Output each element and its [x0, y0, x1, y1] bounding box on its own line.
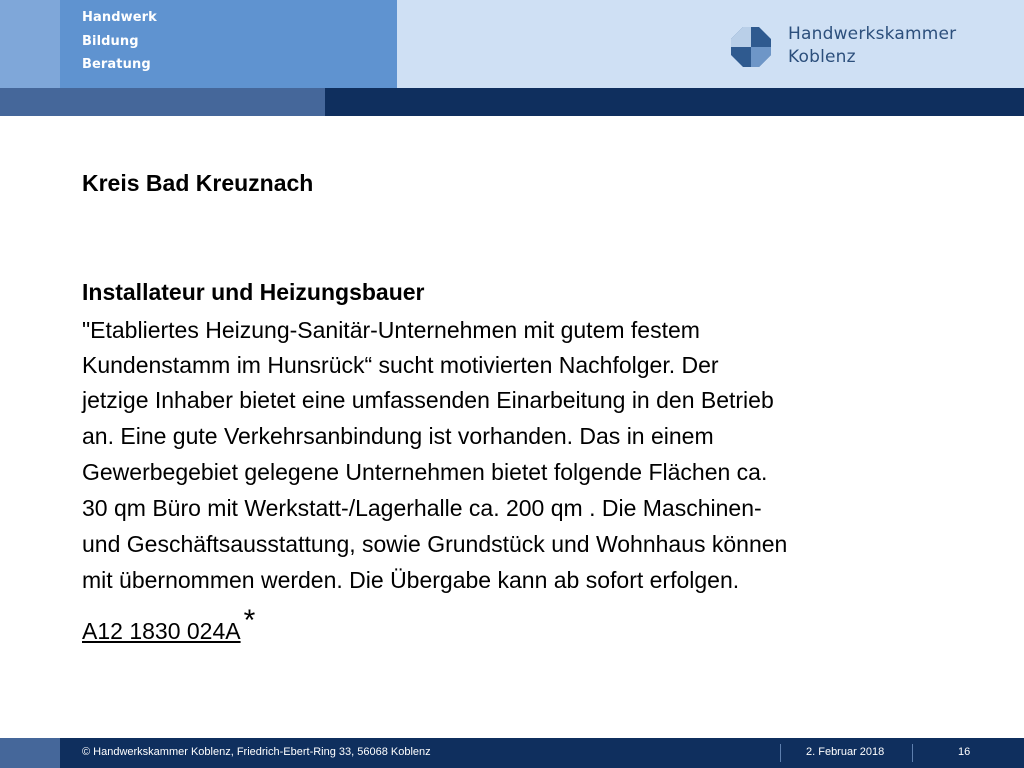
footer-accent [0, 738, 60, 768]
footer-divider [912, 744, 913, 762]
listing-text-line: Gewerbegebiet gelegene Unternehmen bietet folgende Flächen ca. [82, 459, 768, 485]
page-number: 16 [958, 746, 971, 758]
listing-title: Installateur und Heizungsbauer [82, 279, 425, 305]
listing-text-line: an. Eine gute Verkehrsanbindung ist vorhanden. Das in einem [82, 423, 714, 449]
listing-text-line: jetzige Inhaber bietet eine umfassenden Einarbeitung in den Betrieb [82, 387, 774, 413]
reference-asterisk: * [243, 604, 256, 637]
tagline-beratung: Beratung [82, 57, 151, 72]
tagline-bildung: Bildung [82, 34, 139, 49]
slide-title: Kreis Bad Kreuznach [82, 170, 314, 196]
octagon-logo-icon [731, 27, 771, 67]
listing-text-line: und Geschäftsausstattung, sowie Grundstück und Wohnhaus können [82, 531, 788, 557]
tagline-box [60, 0, 397, 88]
reference-code-link[interactable]: A12 1830 024A [82, 618, 241, 644]
footer-divider [780, 744, 781, 762]
footer-date: 2. Februar 2018 [806, 746, 885, 758]
header-accent-strip [0, 0, 60, 88]
listing-text-line: Kundenstamm im Hunsrück“ sucht motivierten Nachfolger. Der [82, 352, 719, 378]
listing-text-line: mit übernommen werden. Die Übergabe kann ab sofort erfolgen. [82, 567, 740, 593]
reference-line [82, 604, 255, 645]
logo-text-line2: Koblenz [788, 47, 856, 67]
header-bar-left [0, 88, 325, 116]
footer-copyright: © Handwerkskammer Koblenz, Friedrich-Ebert-Ring 33, 56068 Koblenz [82, 746, 431, 758]
listing-text-line: 30 qm Büro mit Werkstatt-/Lagerhalle ca. 200 qm . Die Maschinen- [82, 495, 762, 521]
header-bar-right [325, 88, 1024, 116]
tagline-handwerk: Handwerk [82, 10, 157, 25]
listing-text-line: "Etabliertes Heizung-Sanitär-Unternehmen mit gutem festem [82, 317, 700, 343]
logo-text-line1: Handwerkskammer [788, 24, 957, 44]
